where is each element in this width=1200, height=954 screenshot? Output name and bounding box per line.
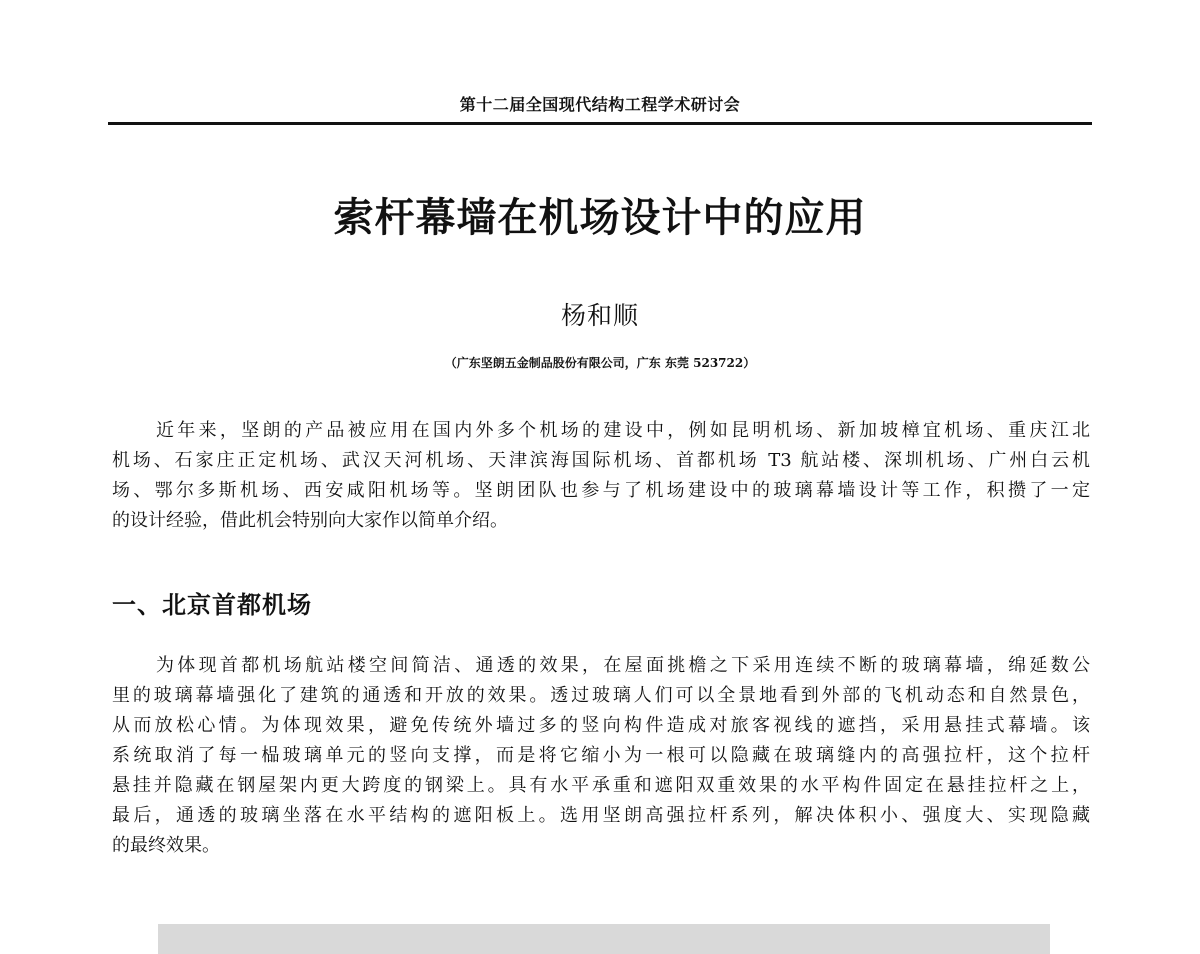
- section-line: 为体现首都机场航站楼空间简洁、通透的效果，在屋面挑檐之下采用连续不断的玻璃幕墙，绵延数公: [156, 655, 1090, 676]
- author-affiliation: （广东坚朗五金制品股份有限公司，广东 东莞 523722）: [444, 356, 756, 370]
- intro-line: 的设计经验，借此机会特别向大家作以简单介绍。: [112, 510, 508, 531]
- section-heading: 一、北京首都机场: [112, 591, 312, 619]
- intro-paragraph: [112, 416, 1090, 536]
- paper-title: 索杆幕墙在机场设计中的应用: [333, 195, 867, 241]
- running-header: 第十二届全国现代结构工程学术研讨会: [459, 95, 741, 114]
- intro-line: 场、鄂尔多斯机场、西安咸阳机场等。坚朗团队也参与了机场建设中的玻璃幕墙设计等工作，积攒了一定: [112, 480, 1090, 501]
- author-name: 杨和顺: [560, 301, 639, 330]
- section-line: 最后，通透的玻璃坐落在水平结构的遮阳板上。选用坚朗高强拉杆系列，解决体积小、强度大、实现隐藏: [112, 805, 1090, 826]
- section-paragraph: [112, 651, 1090, 861]
- section-line: 里的玻璃幕墙强化了建筑的通透和开放的效果。透过玻璃人们可以全景地看到外部的飞机动态和自然景色，: [112, 685, 1090, 706]
- section-line: 悬挂并隐藏在钢屋架内更大跨度的钢梁上。具有水平承重和遮阳双重效果的水平构件固定在悬挂拉杆之上，: [112, 775, 1090, 796]
- header-rule: [108, 122, 1092, 125]
- section-line: 的最终效果。: [112, 835, 220, 856]
- intro-line: 机场、石家庄正定机场、武汉天河机场、天津滨海国际机场、首都机场 T3 航站楼、深圳机场、广州白云机: [112, 450, 1090, 471]
- section-line: 从而放松心情。为体现效果，避免传统外墙过多的竖向构件造成对旅客视线的遮挡，采用悬挂式幕墙。该: [112, 715, 1090, 736]
- intro-line: 近年来，坚朗的产品被应用在国内外多个机场的建设中，例如昆明机场、新加坡樟宜机场、重庆江北: [156, 420, 1090, 441]
- section-line: 系统取消了每一榀玻璃单元的竖向支撑，而是将它缩小为一根可以隐藏在玻璃缝内的高强拉杆，这个拉杆: [112, 745, 1090, 766]
- figure-image-top: [158, 924, 1050, 954]
